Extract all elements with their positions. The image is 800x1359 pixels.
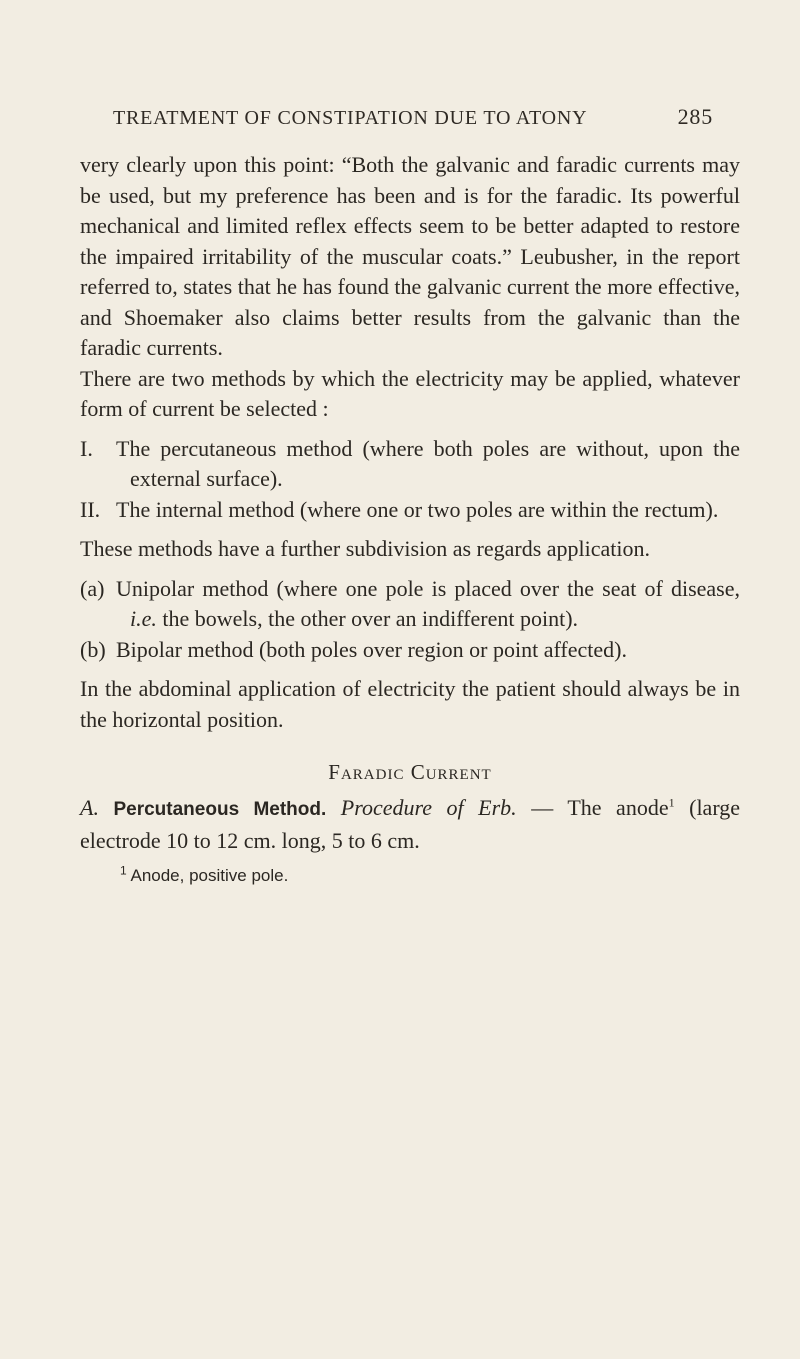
paragraph-5-rest: (large electrode 10 to 12 cm. long, 5 to 6 cm.	[80, 795, 741, 853]
list-text-2: The internal method (where one or two poles are within the rectum).	[116, 496, 719, 522]
running-title: TREATMENT OF CONSTIPATION DUE TO ATONY	[113, 107, 588, 129]
list-marker-b: (b)	[80, 636, 106, 662]
list-item-a	[80, 574, 740, 635]
paragraph-4: In the abdominal application of electricity the patient should always be in the horizontal position.	[80, 676, 740, 732]
footnote	[80, 864, 740, 888]
paragraph-1: very clearly upon this point: “Both the galvanic and faradic currents may be used, but my preference has been and is for the faradic. Its powerful mechanical and limited reflex effects seem to be better adapted to restore the impaired irritability of the muscular coats.” Leubusher, in the report referred to, states that he has found the galvanic current the more effective, and Shoemaker also claims better results from the galvanic than the faradic currents.	[80, 152, 740, 360]
list-text-b: Bipolar method (both poles over region or point affected).	[116, 636, 627, 662]
section-letter: A.	[80, 795, 99, 820]
section-title: Faradic Current	[328, 760, 492, 784]
list-item-1	[80, 434, 740, 495]
footnote-ref: 1	[668, 795, 675, 810]
footnote-text: Anode, positive pole.	[130, 866, 289, 885]
paragraph-5	[80, 793, 740, 856]
list-text-a-part2: the bowels, the other over an indifferent point).	[162, 606, 579, 631]
method-heading: Percutaneous Method.	[113, 799, 327, 820]
paragraph-5-dash: — The anode	[516, 795, 669, 820]
list-text-1: The percutaneous method (where both poles are without, upon the external surface).	[116, 435, 740, 491]
page-body	[80, 150, 740, 888]
paragraph-2: There are two methods by which the electricity may be applied, whatever form of current be selected :	[80, 365, 740, 421]
procedure-title: Procedure of Erb.	[340, 795, 517, 820]
footnote-marker: 1	[120, 863, 127, 878]
list-marker-1: I.	[80, 435, 93, 461]
list-item-b	[80, 635, 740, 666]
list-item-2	[80, 495, 740, 526]
list-marker-a: (a)	[80, 575, 105, 601]
paragraph-3: These methods have a further subdivision as regards application.	[80, 536, 651, 561]
running-header	[113, 104, 713, 130]
list-marker-2: II.	[80, 496, 101, 522]
page-number: 285	[677, 104, 713, 129]
list-text-a-ie: i.e.	[130, 606, 157, 631]
list-text-a-part1: Unipolar method (where one pole is placed over the seat of disease,	[116, 575, 740, 601]
